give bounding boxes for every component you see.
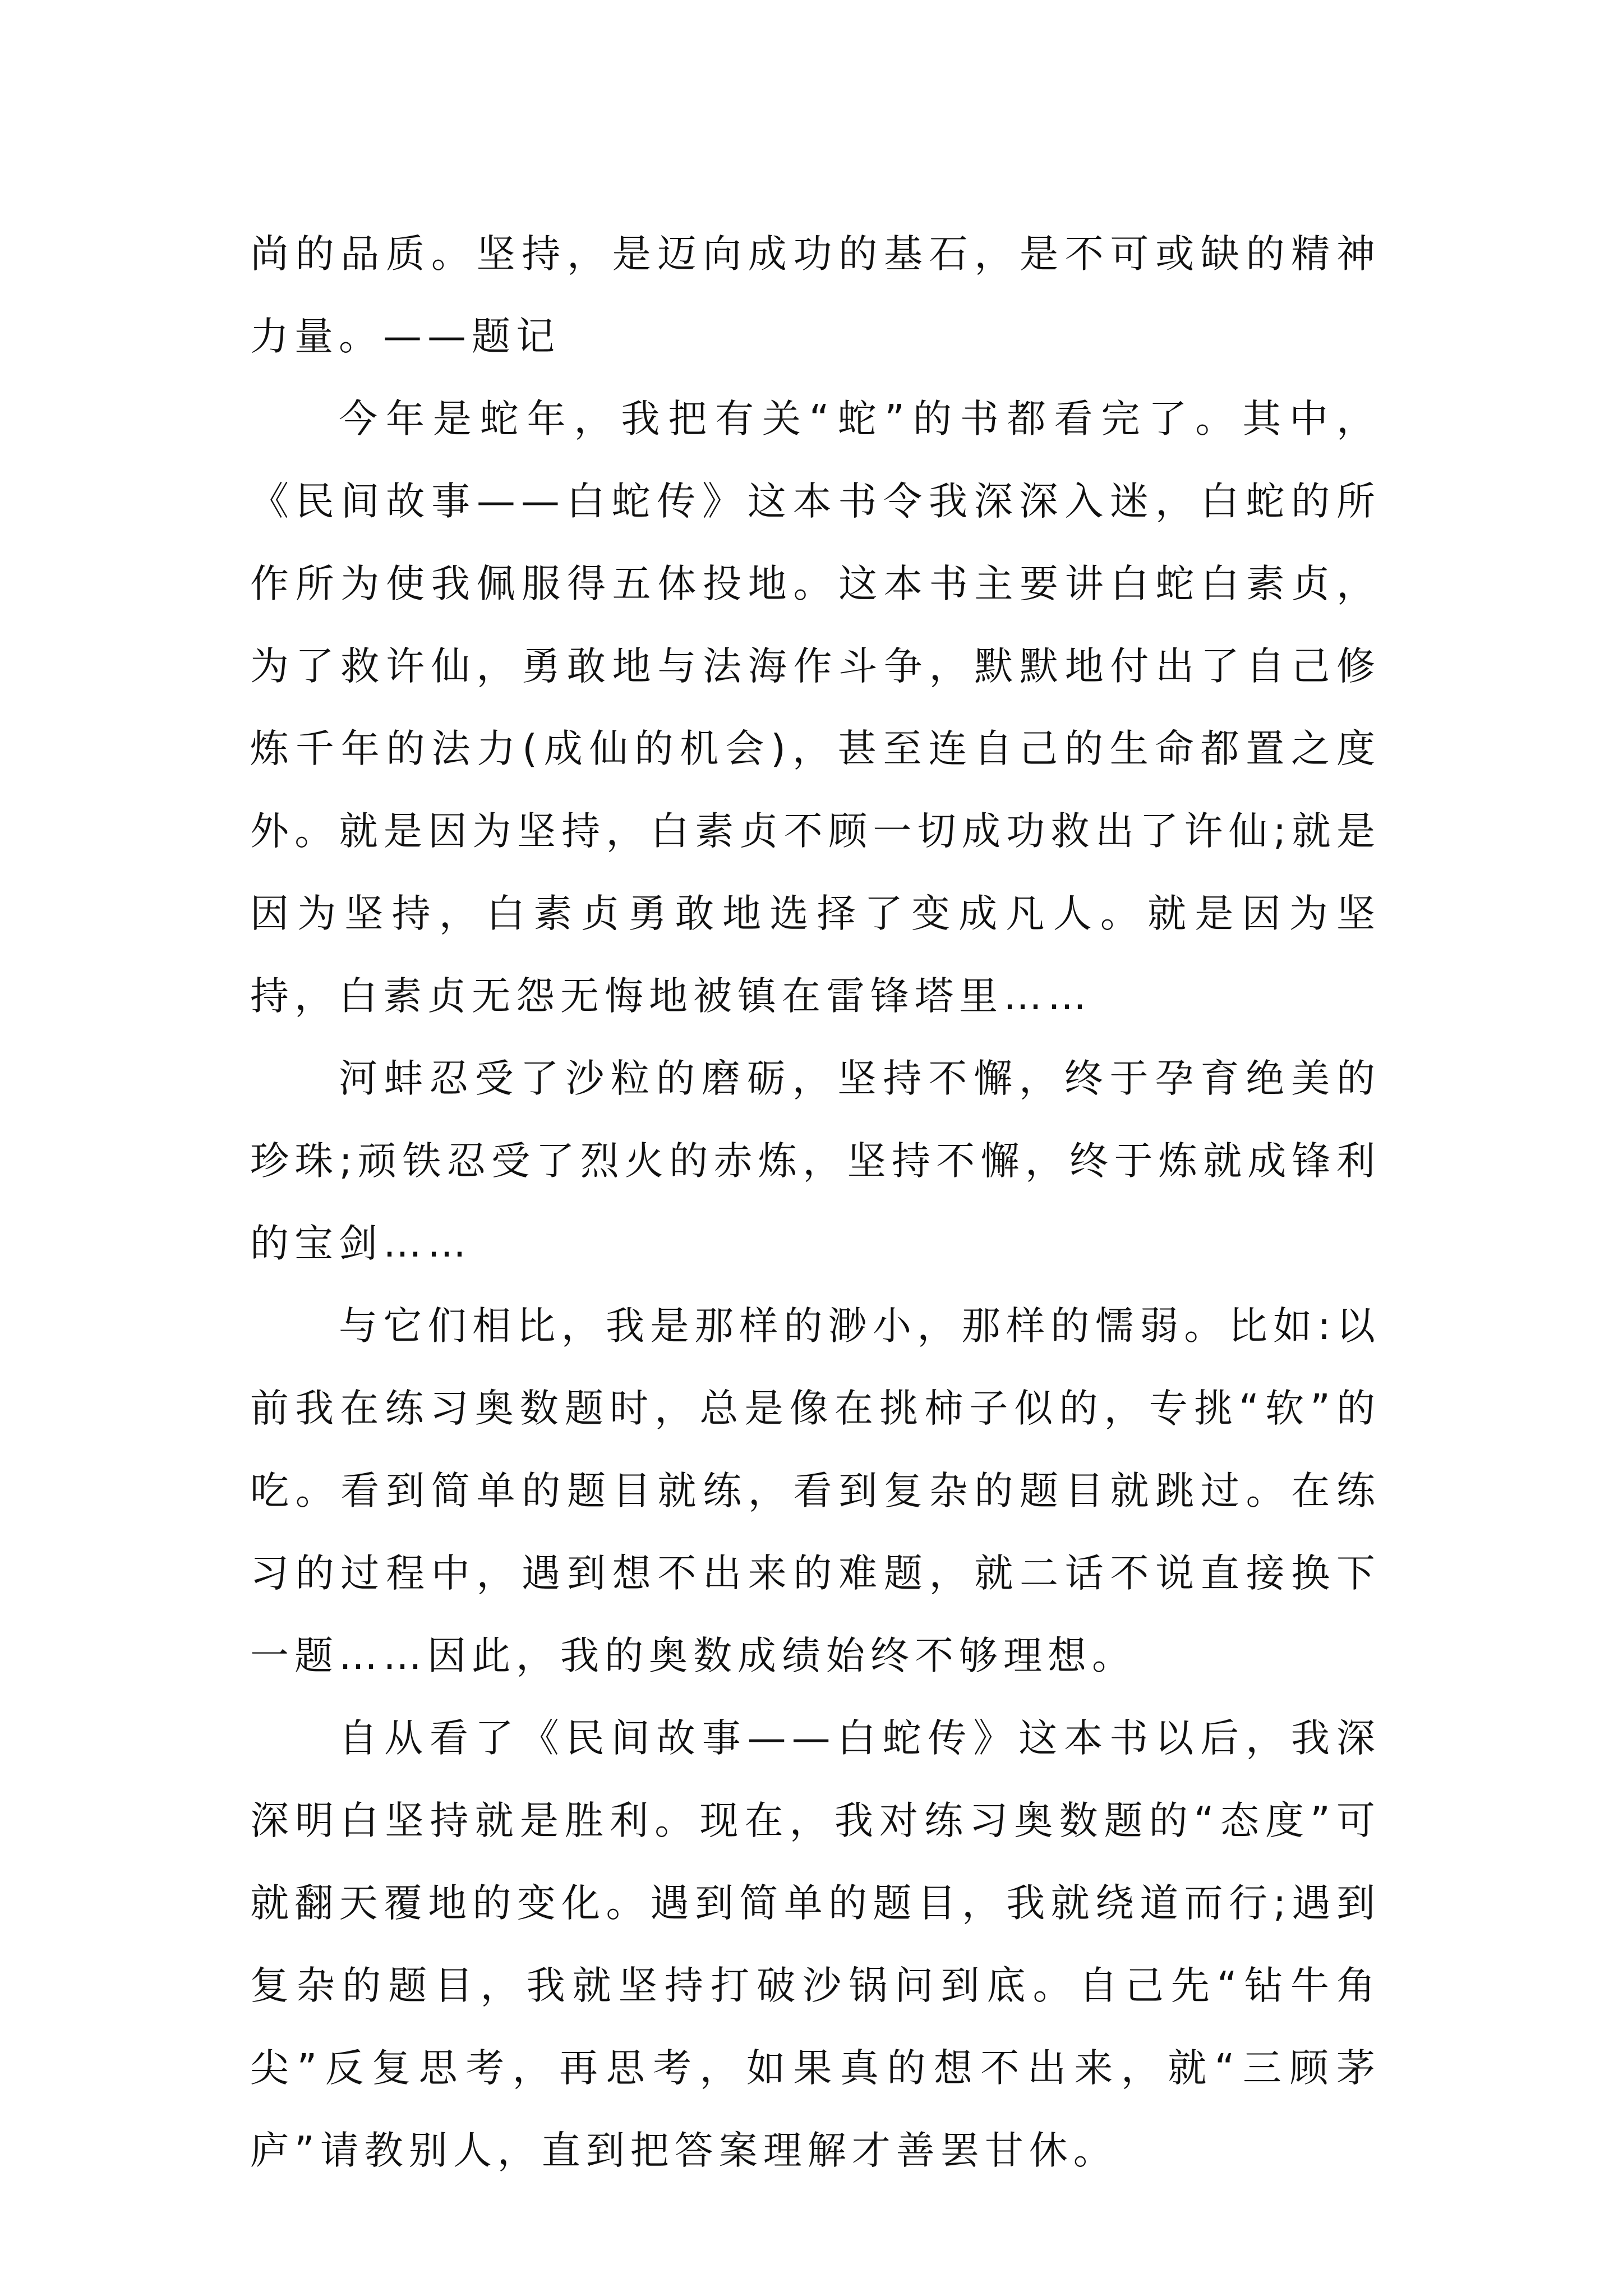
document-body: [250, 213, 1381, 2192]
paragraph-clam-and-iron: 河蚌忍受了沙粒的磨砺，坚持不懈，终于孕育绝美的珍珠;顽铁忍受了烈火的赤炼，坚持不懈，终于炼就成锋利的宝剑……: [250, 1056, 1381, 1266]
paragraph-epigraph-continuation: 尚的品质。坚持，是迈向成功的基石，是不可或缺的精神力量。——题记: [250, 232, 1381, 359]
paragraph-olympiad-before: 与它们相比，我是那样的渺小，那样的懦弱。比如:以前我在练习奥数题时，总是像在挑柿子似的，专挑“软”的吃。看到简单的题目就练，看到复杂的题目就跳过。在练习的过程中，遇到想不出来的难题，就二话不说直接换下一题……因此，我的奥数成绩始终不够理想。: [250, 1304, 1381, 1678]
paragraph-white-snake-story: 今年是蛇年，我把有关“蛇”的书都看完了。其中，《民间故事——白蛇传》这本书令我深深入迷，白蛇的所作所为使我佩服得五体投地。这本书主要讲白蛇白素贞，为了救许仙，勇敢地与法海作斗争，默默地付出了自己修炼千年的法力(成仙的机会)，甚至连自己的生命都置之度外。就是因为坚持，白素贞不顾一切成功救出了许仙;就是因为坚持，白素贞勇敢地选择了变成凡人。就是因为坚持，白素贞无怨无悔地被镇在雷锋塔里……: [250, 397, 1381, 1019]
paragraph-olympiad-after: 自从看了《民间故事——白蛇传》这本书以后，我深深明白坚持就是胜利。现在，我对练习奥数题的“态度”可就翻天覆地的变化。遇到简单的题目，我就绕道而行;遇到复杂的题目，我就坚持打破沙锅问到底。自己先“钻牛角尖”反复思考，再思考，如果真的想不出来，就“三顾茅庐”请教别人，直到把答案理解才善罢甘休。: [250, 1716, 1381, 2173]
